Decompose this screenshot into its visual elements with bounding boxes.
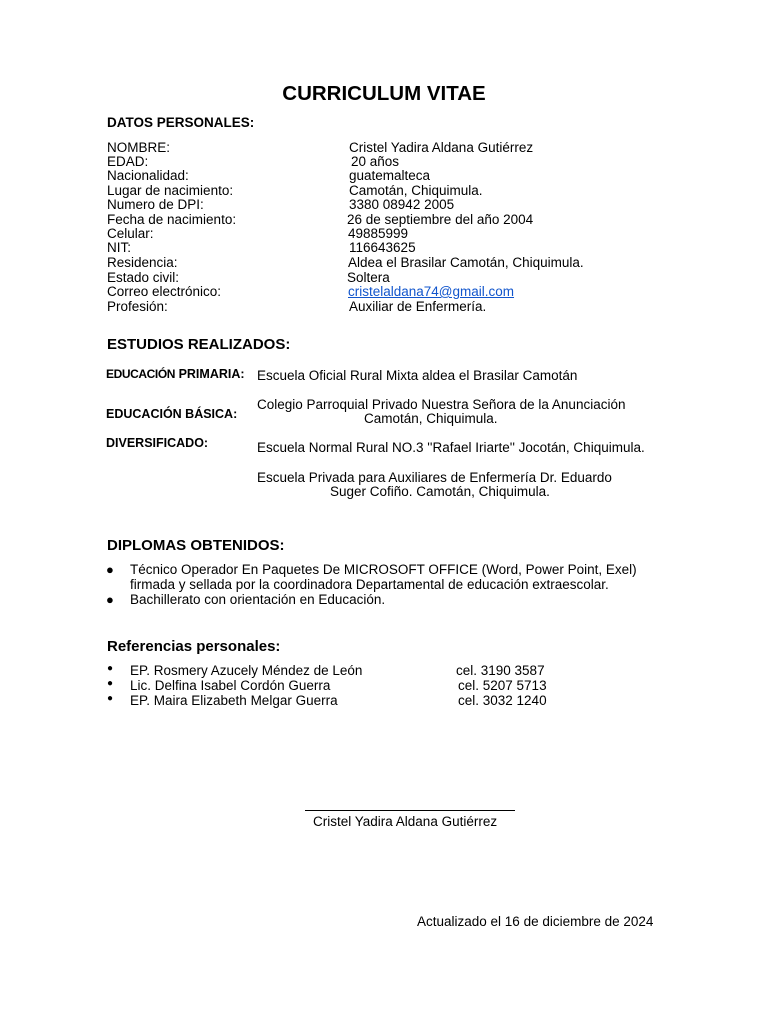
bullet-icon: ● <box>106 592 114 607</box>
label-educacion-basica: EDUCACIÓN BÁSICA: <box>106 407 238 421</box>
value-profesion: Auxiliar de Enfermería. <box>349 299 487 314</box>
updated-date: Actualizado el 16 de diciembre de 2024 <box>417 914 654 929</box>
diploma-1-line-2: firmada y sellada por la coordinadora Departamental de educación extraescolar. <box>130 577 609 592</box>
label-correo: Correo electrónico: <box>107 284 222 299</box>
label-educacion-primaria <box>106 368 245 381</box>
bullet-icon: ● <box>106 562 114 577</box>
document-title: CURRICULUM VITAE <box>282 82 486 105</box>
reference-1-phone: cel. 3190 3587 <box>456 663 545 678</box>
label-lugar-nacimiento: Lugar de nacimiento: <box>107 183 234 198</box>
label-estado-civil: Estado civil: <box>107 270 180 285</box>
diploma-1-line-1: Técnico Operador En Paquetes De MICROSOFT OFFICE (Word, Power Point, Exel) <box>130 562 637 577</box>
value-dpi: 3380 08942 2005 <box>349 197 455 212</box>
value-educacion-primaria: Escuela Oficial Rural Mixta aldea el Brasilar Camotán <box>257 368 578 383</box>
reference-3-phone: cel. 3032 1240 <box>458 693 547 708</box>
label-edad: EDAD: <box>107 154 149 169</box>
email-link[interactable]: cristelaldana74@gmail.com <box>348 284 515 299</box>
section-heading-estudios: ESTUDIOS REALIZADOS: <box>107 336 291 353</box>
value-lugar-nacimiento: Camotán, Chiquimula. <box>349 183 483 198</box>
label-dpi: Numero de DPI: <box>107 197 204 212</box>
reference-3-name: EP. Maira Elizabeth Melgar Guerra <box>130 693 338 708</box>
label-celular: Celular: <box>107 226 154 241</box>
value-educacion-basica-1: Colegio Parroquial Privado Nuestra Señora de la Anunciación <box>257 397 626 412</box>
label-nit: NIT: <box>107 240 132 255</box>
bullet-icon: ● <box>107 663 114 674</box>
diploma-2: Bachillerato con orientación en Educación. <box>130 592 386 607</box>
label-educacion-primaria-a: EDUCACIÓN <box>106 367 176 381</box>
label-nombre: NOMBRE: <box>107 140 171 155</box>
section-heading-referencias: Referencias personales: <box>107 638 281 655</box>
value-diversificado-2a: Escuela Privada para Auxiliares de Enfermería Dr. Eduardo <box>257 470 612 485</box>
signature-name: Cristel Yadira Aldana Gutiérrez <box>313 814 498 829</box>
value-fecha-nacimiento: 26 de septiembre del año 2004 <box>347 212 534 227</box>
reference-2-phone: cel. 5207 5713 <box>458 678 547 693</box>
value-estado-civil: Soltera <box>347 270 390 285</box>
bullet-icon: ● <box>107 693 114 704</box>
value-diversificado-1: Escuela Normal Rural NO.3 ''Rafael Iriarte'' Jocotán, Chiquimula. <box>257 440 645 455</box>
value-diversificado-2b: Suger Cofiño. Camotán, Chiquimula. <box>330 484 550 499</box>
value-celular: 49885999 <box>348 226 409 241</box>
value-educacion-basica-2: Camotán, Chiquimula. <box>364 411 498 426</box>
label-nacionalidad: Nacionalidad: <box>107 168 189 183</box>
label-fecha-nacimiento: Fecha de nacimiento: <box>107 212 237 227</box>
value-nacionalidad: guatemalteca <box>349 168 431 183</box>
value-nombre: Cristel Yadira Aldana Gutiérrez <box>349 140 534 155</box>
value-residencia: Aldea el Brasilar Camotán, Chiquimula. <box>348 255 584 270</box>
signature-line <box>305 810 515 811</box>
label-residencia: Residencia: <box>107 255 178 270</box>
value-nit: 116643625 <box>349 240 416 255</box>
value-edad: 20 años <box>351 154 400 169</box>
label-profesion: Profesión: <box>107 299 168 314</box>
label-educacion-primaria-b: PRIMARIA: <box>178 367 245 381</box>
label-diversificado: DIVERSIFICADO: <box>106 436 209 450</box>
section-heading-datos-personales: DATOS PERSONALES: <box>107 115 255 130</box>
reference-2-name: Lic. Delfina Isabel Cordón Guerra <box>130 678 331 693</box>
section-heading-diplomas: DIPLOMAS OBTENIDOS: <box>107 537 285 554</box>
reference-1-name: EP. Rosmery Azucely Méndez de León <box>130 663 363 678</box>
bullet-icon: ● <box>107 678 114 689</box>
